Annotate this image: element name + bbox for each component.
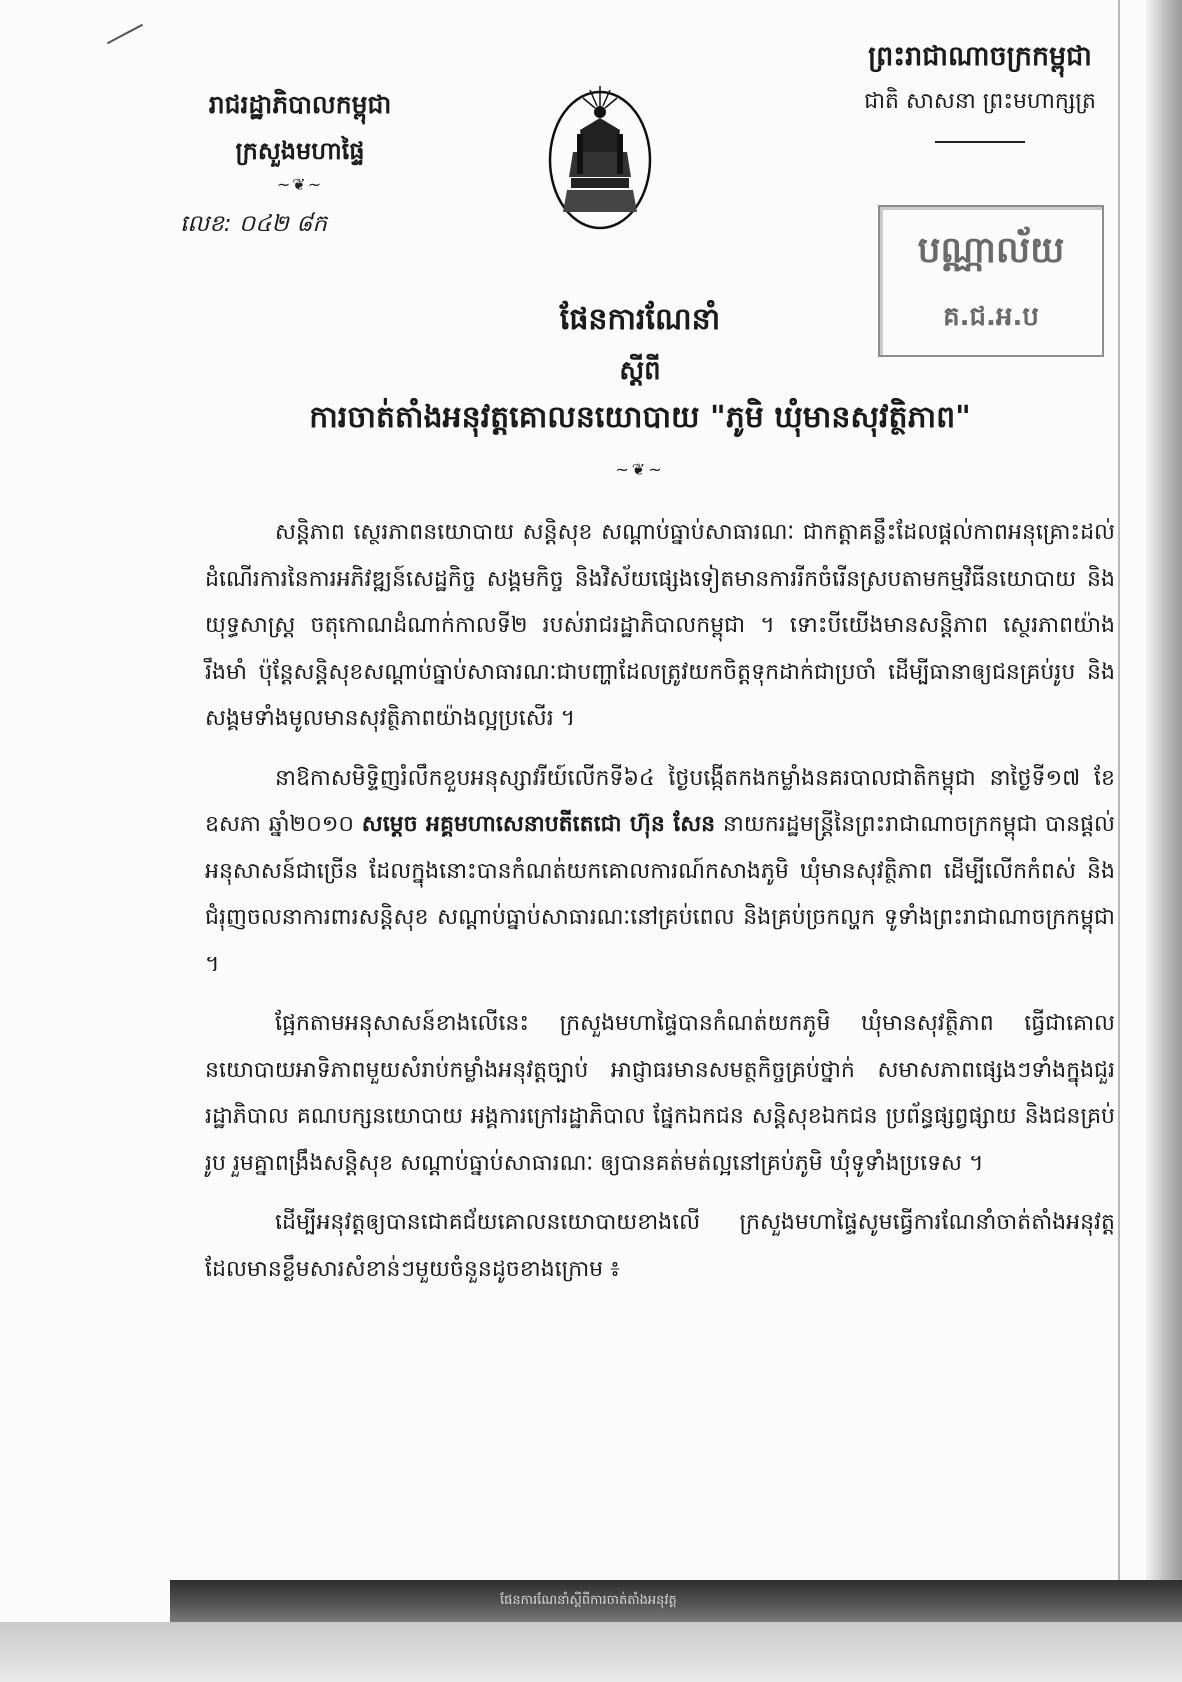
next-page-strip: [170, 1580, 1182, 1622]
national-motto: ជាតិ សាសនា ព្រះមហាក្សត្រ: [864, 89, 1096, 114]
scan-edge-line: [1118, 0, 1120, 1682]
stamp-line2: គ.ជ.អ.ប: [943, 302, 1039, 332]
header-ornament: ~❦~: [276, 175, 324, 194]
government-name: រាជរដ្ឋាភិបាលកម្ពុជា: [208, 90, 392, 119]
prime-minister-name: សម្តេច អគ្គមហាសេនាបតីតេជោ ហ៊ុន សែន: [361, 812, 716, 837]
paragraph-2-rest: នាយករដ្ឋមន្ត្រីនៃព្រះរាជាណាចក្រកម្ពុជា បានផ្តល់អនុសាសន៍ជាច្រើន ដែលក្នុងនោះបានកំណត់យកគោលការណ៍កសាងភូមិ ឃុំមានសុវត្ថិភាព ដើម្បីលើកកំពស់ និងជំរុញចលនាការពារសន្តិសុខ សណ្តាប់ធ្នាប់សាធារណៈនៅគ្រប់ពេល និងគ្រប់ច្រកល្ហក ទូទាំងព្រះរាជាណាចក្រកម្ពុជា ។: [205, 812, 1115, 977]
next-page-text: ផែនការណែនាំស្តីពីការចាត់តាំងអនុវត្ត: [500, 1593, 677, 1608]
document-subtitle-about: ស្តីពី: [619, 356, 661, 386]
paragraph-2: [205, 756, 1115, 989]
title-ornament: ~❦~: [615, 460, 665, 479]
header-right: [820, 40, 1140, 143]
document-title-block: [200, 300, 1080, 479]
pen-mark: [107, 24, 143, 45]
paragraph-2-intro: នាឱកាសមិទ្ទិញរំលឹកខួបអនុស្សាវរីយ៍លើកទី៦៤ ថ្ងៃបង្កើតកងកម្លាំងនគរបាលជាតិកម្ពុជា នាថ្ងៃទី១៧ ខែឧសភា ឆ្នាំ២០១០: [205, 765, 1115, 837]
document-body: [205, 510, 1115, 1306]
header-rule: [935, 141, 1025, 143]
royal-emblem-icon: [545, 82, 655, 232]
ministry-name: ក្រសួងមហាផ្ទៃ: [235, 137, 365, 165]
scan-bottom-margin: [0, 1622, 1182, 1682]
stamp-line1: បណ្ណាល័យ: [917, 230, 1065, 271]
reference-number: លេខ: ០៤២ ៨ក: [180, 211, 328, 237]
header-left: [170, 90, 430, 194]
paragraph-4: ដើម្បីអនុវត្តឲ្យបានជោគជ័យគោលនយោបាយខាងលើ ក្រសួងមហាផ្ទៃសូមធ្វើការណែនាំចាត់តាំងអនុវត្ត ដែលមានខ្លឹមសារសំខាន់ៗមួយចំនួនដូចខាងក្រោម ៖: [205, 1210, 1115, 1282]
paragraph-3: ផ្អែកតាមអនុសាសន៍ខាងលើនេះ ក្រសួងមហាផ្ទៃបានកំណត់យកភូមិ ឃុំមានសុវត្ថិភាព ធ្វើជាគោលនយោបាយអាទិភាពមួយសំរាប់កម្លាំងអនុវត្តច្បាប់ អាជ្ញាធរមានសមត្ថកិច្ចគ្រប់ថ្នាក់ សមាសភាពផ្សេងៗទាំងក្នុងជួររដ្ឋាភិបាល គណបក្សនយោបាយ អង្គការក្រៅរដ្ឋាភិបាល ផ្នែកឯកជន សន្តិសុខឯកជន ប្រព័ន្ធផ្សព្វផ្សាយ និងជនគ្រប់រូប រួមគ្នាពង្រឹងសន្តិសុខ សណ្តាប់ធ្នាប់សាធារណៈ ឲ្យបានគត់មត់ល្អនៅគ្រប់ភូមិ ឃុំទូទាំងប្រទេស ។: [205, 1011, 1115, 1176]
document-title: ផែនការណែនាំ: [559, 302, 721, 337]
scan-right-shadow: [1146, 0, 1182, 1682]
paragraph-1: សន្តិភាព ស្ថេរភាពនយោបាយ សន្តិសុខ សណ្តាប់ធ្នាប់សាធារណៈ ជាកត្តាគន្លឹះដែលផ្តល់កាពអនុគ្រោះដល់ដំណើរការនៃការអភិវឌ្ឍន៍សេដ្ឋកិច្ច សង្គមកិច្ច និងវិស័យផ្សេងទៀតមានការរីកចំរើនស្របតាមកម្មវិធីនយោបាយ និងយុទ្ធសាស្ត្រ ចតុកោណដំណាក់កាលទី២ របស់រាជរដ្ឋាភិបាលកម្ពុជា ។ ទោះបីយើងមានសន្តិភាព ស្ថេរភាពយ៉ាងរឹងមាំ ប៉ុន្តែសន្តិសុខសណ្តាប់ធ្នាប់សាធារណៈជាបញ្ហាដែលត្រូវយកចិត្តទុកដាក់ជាប្រចាំ ដើម្បីធានាឲ្យជនគ្រប់រូប និងសង្គមទាំងមូលមានសុវត្ថិភាពយ៉ាងល្អប្រសើរ ។: [205, 520, 1115, 731]
document-subject: ការចាត់តាំងអនុវត្តគោលនយោបាយ "ភូមិ ឃុំមានសុវត្ថិភាព": [309, 400, 971, 435]
kingdom-name: ព្រះរាជាណាចក្រកម្ពុជា: [868, 41, 1092, 72]
